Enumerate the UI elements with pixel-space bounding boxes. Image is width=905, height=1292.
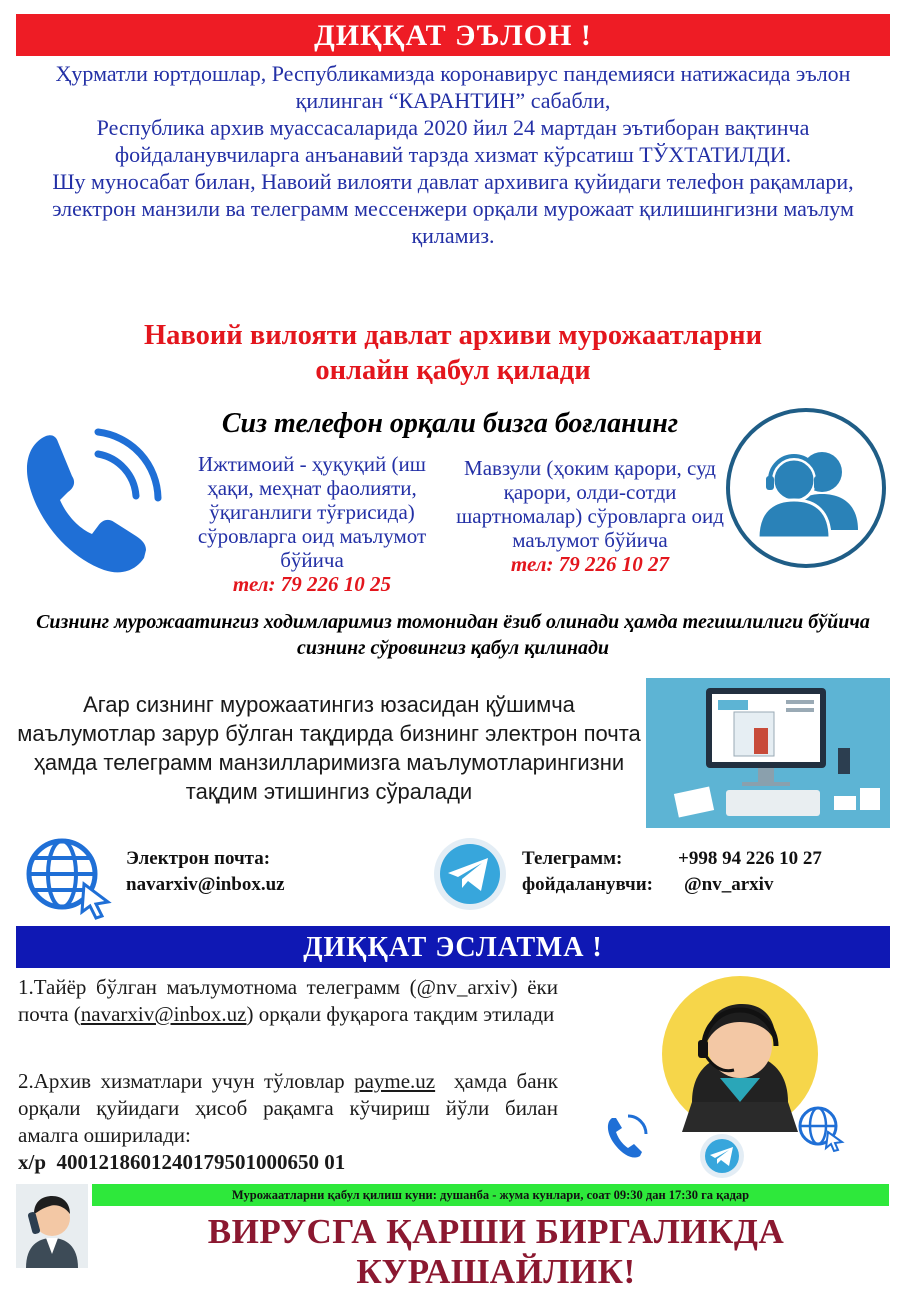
- reminder-2-text-a: 2.Архив хизматлари учун тўловлар: [18, 1069, 345, 1093]
- social-legal-text: Ижтимоий - ҳуқуқий (иш ҳақи, меҳнат фаолияти, ўқиганлиги тўғрисида) сўровларга оид маълумот бўйича: [197, 452, 427, 572]
- intro-line-2: Республика архив муассасаларида 2020 йил 24 мартдан эътиборан вақтинча фойдаланувчиларга анъанавий тарзда хизмат кўрсатиш: [96, 115, 810, 167]
- phone-note: Сизнинг мурожаатингиз ходимларимиз томонидан ёзиб олинади ҳамда тегишлилиги бўйича сизнинг сўровингиз қабул қилинади: [36, 611, 870, 659]
- reminder-1-telegram[interactable]: @nv_arxiv: [416, 975, 511, 999]
- intro-emph: ТЎХТАТИЛДИ: [639, 142, 786, 167]
- man-on-phone-icon: [16, 1184, 88, 1268]
- telegram-icon[interactable]: [432, 836, 508, 912]
- social-legal-info: [192, 452, 432, 596]
- reminder-2-text-b: ҳамда банк орқали қуйидаги ҳисоб рақамга кўчириш йўли билан амалга оширилади:: [18, 1069, 558, 1147]
- thematic-tel[interactable]: тел: 79 226 10 27: [510, 552, 670, 576]
- header-banner: [16, 14, 890, 56]
- reminder-item-1: [18, 974, 558, 1028]
- reminder-title: ДИҚҚАТ ЭСЛАТМА !: [303, 932, 603, 963]
- reminder-banner: [16, 926, 890, 968]
- reminder-1-text-b: ) ёки почта (: [18, 975, 558, 1026]
- phone-icon: [18, 418, 168, 578]
- account-label: х/р: [18, 1150, 47, 1174]
- telegram-user-label: фойдаланувчи:: [522, 874, 654, 895]
- reminder-item-2: [18, 1068, 558, 1176]
- social-legal-tel[interactable]: тел: 79 226 10 25: [232, 572, 392, 596]
- intro-text: Ҳурматли юртдошлар, Республикамизда коронавирус пандемияси натижасида эълон қилинган “КАРАНТИН” сабабли, Республика архив муассасаларида 2020 йил 24 мартдан эътиборан вақтинча фойдаланувчиларга анъанавий тарзда хизмат кўрсатиш ТЎХТАТИЛДИ. Шу муносабат билан, Навоий вилояти давлат архивига қуйидаги телефон рақамлари, электрон манзили ва телеграмм мессенжери орқали мурожаат қилишингизни маълум қиламиз.: [20, 60, 886, 249]
- globe-icon[interactable]: [22, 834, 114, 920]
- reminder-1-text-a: 1.Тайёр бўлган маълумотнома телеграмм (: [18, 975, 417, 999]
- payme-link[interactable]: payme.uz: [354, 1069, 436, 1093]
- operator-illustration: [600, 974, 890, 1180]
- thematic-text: Мавзули (ҳоким қарори, суд қарори, олди-сотди шартномалар) сўровларга оид маълумот бўйича: [456, 456, 724, 552]
- support-team-icon: [724, 406, 888, 570]
- schedule-bar: Мурожаатларни қабул қилиш куни: душанба - жума кунлари, соат 09:30 дан 17:30 га қадар: [92, 1184, 889, 1206]
- headline-line-1: Навоий вилояти давлат архиви мурожаатларни: [143, 320, 763, 351]
- telegram-phone[interactable]: +998 94 226 10 27: [678, 848, 822, 869]
- email-value[interactable]: navarxiv@inbox.uz: [126, 874, 285, 895]
- account-number: 4001218601240179501000650 01: [56, 1150, 346, 1174]
- call-title: Сиз телефон орқали бизга боғланинг: [221, 408, 679, 439]
- telegram-label: Телеграмм:: [522, 848, 623, 869]
- headline-line-2: онлайн қабул қилади: [315, 355, 591, 386]
- header-title: ДИҚҚАТ ЭЪЛОН !: [314, 19, 592, 52]
- thematic-info: [455, 456, 725, 576]
- computer-illustration: [646, 678, 890, 828]
- info-text: Агар сизнинг мурожаатингиз юзасидан қўшимча маълумотлар зарур бўлган тақдирда бизнинг электрон почта ҳамда телеграмм манзилларимизга маълумотларингизни тақдим этишингиз сўралади: [17, 692, 641, 804]
- intro-line-3: Шу муносабат билан, Навоий вилояти давлат архивига қуйидаги телефон рақамлари, электрон манзили ва телеграмм мессенжери орқали мурожаат қилишингизни маълум қиламиз.: [52, 169, 854, 248]
- intro-line-1: Ҳурматли юртдошлар, Республикамизда коронавирус пандемияси натижасида эълон қилинган “КАРАНТИН” сабабли,: [55, 61, 851, 113]
- footer-slogan: ВИРУСГА ҚАРШИ БИРГАЛИКДА КУРАШАЙЛИК!: [207, 1212, 785, 1291]
- telegram-user[interactable]: @nv_arxiv: [684, 874, 774, 895]
- headline: [20, 318, 886, 388]
- reminder-1-text-c: ) орқали фуқарога тақдим этилади: [246, 1002, 555, 1026]
- email-label: Электрон почта:: [126, 848, 271, 869]
- reminder-1-email-link[interactable]: navarxiv@inbox.uz: [80, 1002, 247, 1026]
